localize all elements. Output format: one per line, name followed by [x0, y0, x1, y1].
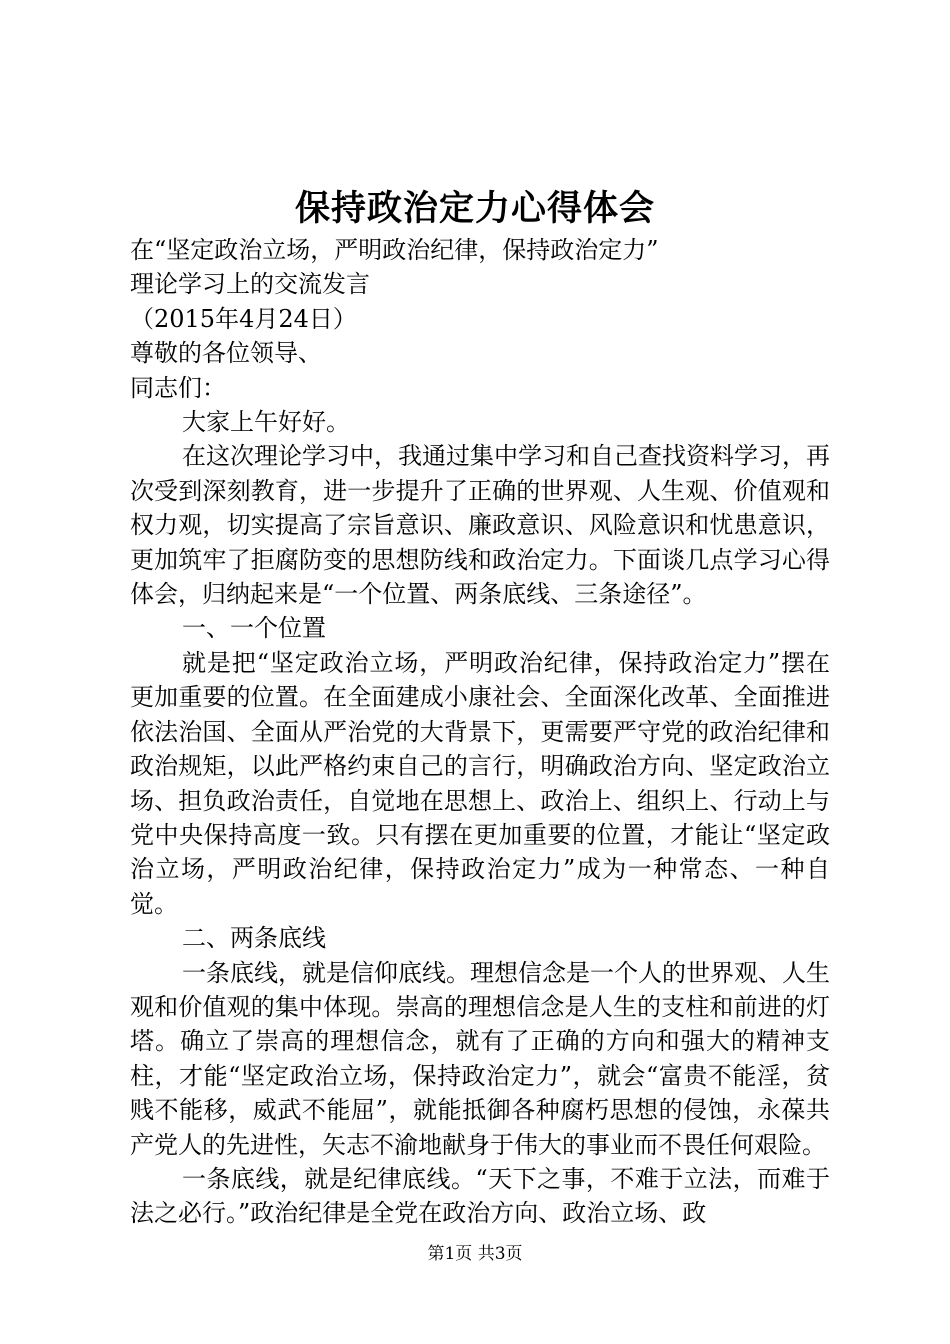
intro-paragraph: 在这次理论学习中，我通过集中学习和自己查找资料学习，再次受到深刻教育，进一步提升了正确的世界观、人生观、价值观和权力观，切实提高了宗旨意识、廉政意识、风险意识和忧患意识，更加筑牢了拒腐防变的思想防线和政治定力。下面谈几点学习心得体会，归纳起来是“一个位置、两条底线、三条途径”。: [130, 442, 830, 609]
salutation-comrades: 同志们：: [130, 373, 226, 402]
section-2-paragraph-discipline: 一条底线，就是纪律底线。“天下之事，不难于立法，而难于法之必行。”政治纪律是全党在政治方向、政治立场、政: [130, 1164, 830, 1228]
occasion-line: 在“坚定政治立场，严明政治纪律，保持政治定力”: [130, 236, 659, 264]
speech-date: （2015年4月24日）: [130, 304, 357, 333]
section-2-heading: 二、两条底线: [182, 924, 326, 953]
page-number-footer: 第1页 共3页: [427, 1244, 523, 1264]
occasion-subtitle: 理论学习上的交流发言: [130, 270, 370, 299]
salutation-leaders: 尊敬的各位领导、: [130, 339, 322, 368]
document-title: 保持政治定力心得体会: [294, 188, 655, 229]
greeting: 大家上午好好。: [182, 408, 350, 437]
section-1-heading: 一、一个位置: [182, 614, 326, 643]
section-1-paragraph: 就是把“坚定政治立场，严明政治纪律，保持政治定力”摆在更加重要的位置。在全面建成小康社会、全面深化改革、全面推进依法治国、全面从严治党的大背景下，更需要严守党的政治纪律和政治规矩，以此严格约束自己的言行，明确政治方向、坚定政治立场、担负政治责任，自觉地在思想上、政治上、组织上、行动上与党中央保持高度一致。只有摆在更加重要的位置，才能让“坚定政治立场，严明政治纪律，保持政治定力”成为一种常态、一种自觉。: [130, 648, 830, 918]
section-2-paragraph-faith: 一条底线，就是信仰底线。理想信念是一个人的世界观、人生观和价值观的集中体现。崇高的理想信念是人生的支柱和前进的灯塔。确立了崇高的理想信念，就有了正确的方向和强大的精神支柱，才能“坚定政治立场，保持政治定力”，就会“富贵不能淫，贫贱不能移，威武不能屈”，就能抵御各种腐朽思想的侵蚀，永葆共产党人的先进性，矢志不渝地献身于伟大的事业而不畏任何艰险。: [130, 958, 830, 1159]
document-body: [130, 233, 830, 1231]
